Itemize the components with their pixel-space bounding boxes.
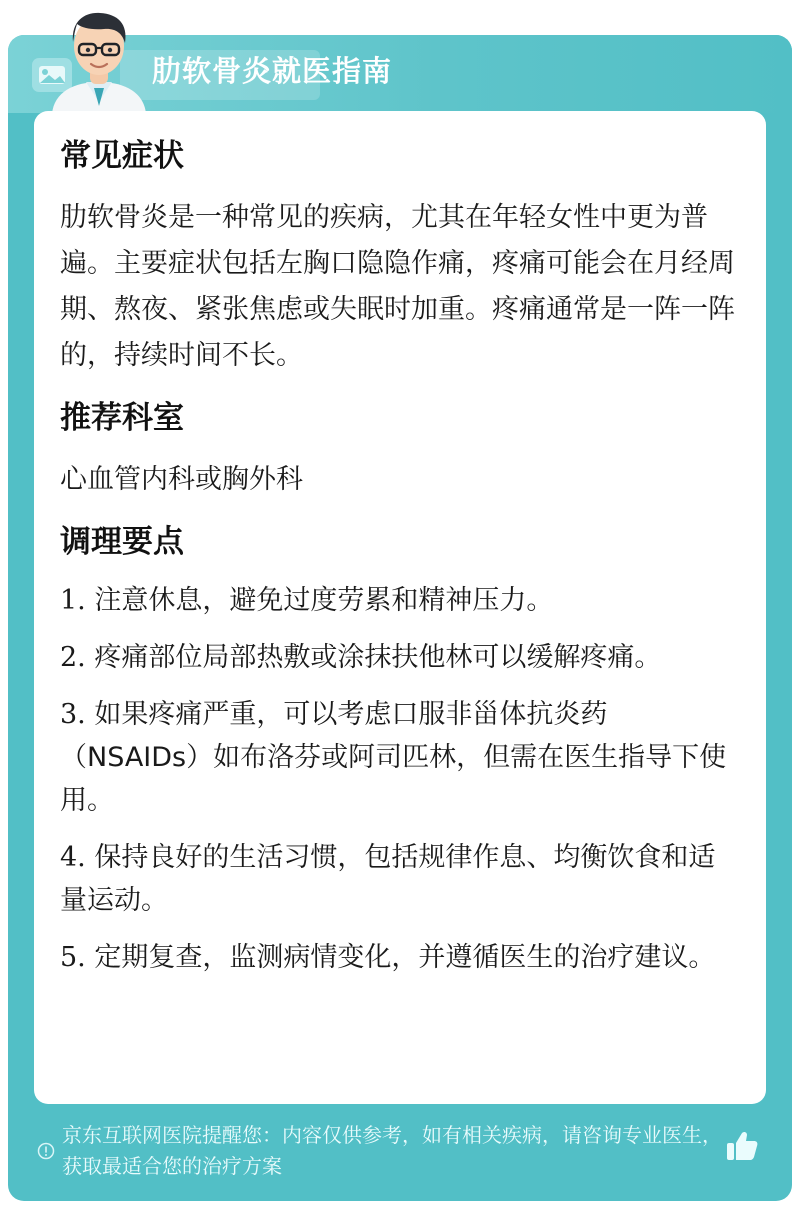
list-item-number: 1. (60, 585, 86, 616)
list-item (60, 693, 740, 822)
list-item (60, 936, 740, 979)
page-title: 肋软骨炎就医指南 (152, 54, 393, 88)
care-heading: 调理要点 (60, 524, 184, 560)
symptoms-heading: 常见症状 (60, 138, 184, 174)
list-item (60, 579, 740, 622)
list-item-number: 3. (60, 699, 86, 730)
doctor-avatar-icon (44, 6, 154, 114)
list-item-number: 5. (60, 942, 86, 973)
disclaimer-text: 京东互联网医院提醒您：内容仅供参考，如有相关疾病，请咨询专业医生，获取最适合您的治疗方案 (62, 1123, 722, 1178)
list-item-number: 2. (60, 642, 86, 673)
info-icon (37, 1142, 55, 1160)
list-item-text: 如果疼痛严重，可以考虑口服非甾体抗炎药（NSAIDs）如布洛芬或阿司匹林，但需在医生指导下使用。 (60, 699, 727, 816)
list-item (60, 636, 740, 679)
content-body (60, 133, 740, 993)
list-item-text: 定期复查，监测病情变化，并遵循医生的治疗建议。 (94, 942, 716, 973)
content-card (34, 111, 766, 1104)
list-item (60, 836, 740, 922)
department-text: 心血管内科或胸外科 (60, 464, 303, 495)
list-item-text: 疼痛部位局部热敷或涂抹扶他林可以缓解疼痛。 (94, 642, 662, 673)
department-heading: 推荐科室 (60, 400, 184, 436)
list-item-text: 保持良好的生活习惯，包括规律作息、均衡饮食和适量运动。 (60, 842, 716, 916)
list-item-text: 注意休息，避免过度劳累和精神压力。 (94, 585, 554, 616)
symptoms-text: 肋软骨炎是一种常见的疾病，尤其在年轻女性中更为普遍。主要症状包括左胸口隐隐作痛，疼痛可能会在月经周期、熬夜、紧张焦虑或失眠时加重。疼痛通常是一阵一阵的，持续时间不长。 (60, 202, 735, 371)
list-item-number: 4. (60, 842, 86, 873)
thumbs-up-icon[interactable] (724, 1128, 760, 1164)
care-list (60, 579, 740, 979)
